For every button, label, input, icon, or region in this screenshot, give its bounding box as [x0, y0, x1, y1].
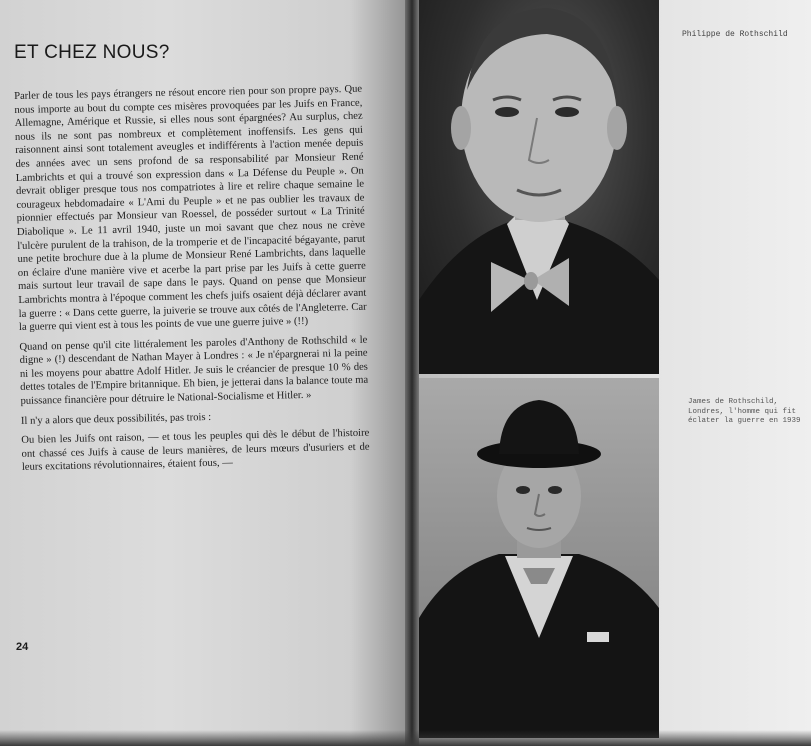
body-text [14, 83, 370, 481]
page-number: 24 [16, 641, 29, 653]
paragraph-2: Quand on pense qu'il cite littéralement les paroles d'Anthony de Rothschild « le digne » (!) descendant de Nathan Mayer à Londres : « Je n'épargnerai ni la peine ni les moyens pour abattre Adolf Hitler. Je suis le créancier de presque 10 % des dettes totales de l'Empire britannique. Eh bien, je jetterai dans la balance toute ma puissance financière pour détruire le National-Socialisme et Hitler. » [19, 334, 369, 407]
page-heading: ET CHEZ NOUS? [14, 42, 170, 63]
page-bottom-edge [0, 730, 811, 746]
caption-bottom: James de Rothschild, Londres, l'homme qui fit éclater la guerre en 1939 [688, 398, 801, 425]
paragraph-1: Parler de tous les pays étrangers ne résout encore rien pour son propre pays. Que nous importe au bout du compte ces misères provoquées par les Juifs en France, Allemagne, Amérique et Russie, si elles nous sont épargnées? Au surplus, chez nous ils ne sont pas nombreux et complètement inoffensifs. Les gens qui raisonnent ainsi sont totalement aveugles et indifférents à l'action menée depuis des années avec un sens profond de sa responsabilité par Monsieur René Lambrichts et qui a trouvé son expression dans « La Défense du Peuple ». On devrait obliger presque tous nos compatriotes à lire et relire chaque semaine le courageux hebdomadaire « L'Ami du Peuple » et ne pas oublier les travaux de pionnier effectués par Monsieur van Roessel, de posséder surtout « La Trinité Diabolique ». Le 11 avril 1940, juste un moi savant que chez nous ne crève l'ulcère purulent de la trahison, de la tromperie et de l'incapacité bégayante, parut une petite brochure due à la plume de Monsieur René Lambrichts, dans laquelle on éclaire d'une manière vive et acerbe la part prise par les Juifs à cette guerre mais surtout leur travail de sape dans le pays. Quand on pense que Monsieur Lambrichts montra à l'époque comment les chefs juifs osaient déjà déclarer avant la guerre : « Dans cette guerre, la juiverie se trouve aux côtés de l'Angleterre. Car la guerre qui vient est à tous les points de vue une guerre juive » (!!) [14, 83, 367, 334]
paragraph-3: Il n'y a alors que deux possibilités, pas trois : [20, 411, 212, 427]
paragraph-4: Ou bien les Juifs ont raison, — et tous les peuples qui dès le début de l'histoire ont chassé ces Juifs à cause de leurs manières, de leurs mœurs d'usuriers et de leurs excitations révolutionnaires, étaient fous, — [21, 427, 370, 474]
portrait-photo-top [419, 0, 659, 374]
book-gutter [405, 0, 419, 746]
caption-top: Philippe de Rothschild [682, 30, 788, 39]
portrait-photo-bottom [419, 378, 659, 738]
